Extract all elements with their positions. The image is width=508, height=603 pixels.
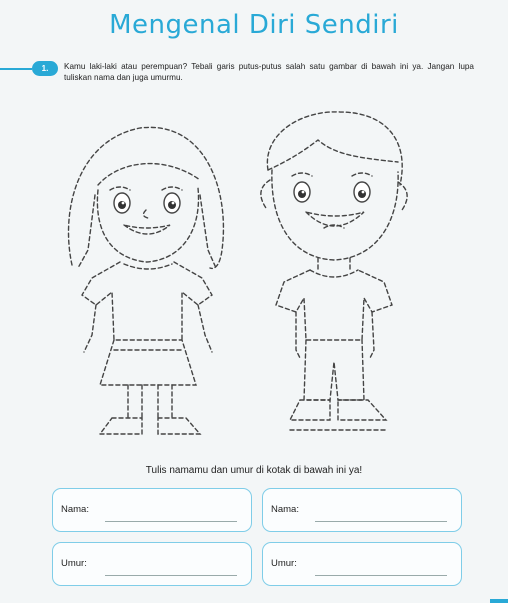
page-title: Mengenal Diri Sendiri: [109, 10, 399, 40]
children-tracing-illustration: [0, 100, 508, 455]
age-label: Umur:: [61, 558, 87, 569]
girl-figure: [69, 127, 224, 434]
answer-line: [315, 521, 447, 522]
name-box-right[interactable]: [262, 488, 462, 532]
instruction-prompt: Tulis namamu dan umur di kotak di bawah ini ya!: [145, 465, 363, 476]
name-label: Nama:: [61, 504, 89, 515]
question-instruction: Kamu laki-laki atau perempuan? Tebali garis putus-putus salah satu gambar di bawah ini ya. Jangan lupa tuliskan nama dan juga umurmu.: [64, 62, 474, 82]
question-number-badge: 1.: [32, 61, 58, 76]
age-label: Umur:: [271, 558, 297, 569]
age-box-right[interactable]: [262, 542, 462, 586]
age-box-left[interactable]: [52, 542, 252, 586]
boy-figure: [261, 112, 407, 430]
name-box-left[interactable]: [52, 488, 252, 532]
page-corner-tab: [490, 599, 508, 603]
answer-line: [105, 521, 237, 522]
answer-line: [315, 575, 447, 576]
answer-line: [105, 575, 237, 576]
name-label: Nama:: [271, 504, 299, 515]
question-rule: [0, 68, 32, 70]
